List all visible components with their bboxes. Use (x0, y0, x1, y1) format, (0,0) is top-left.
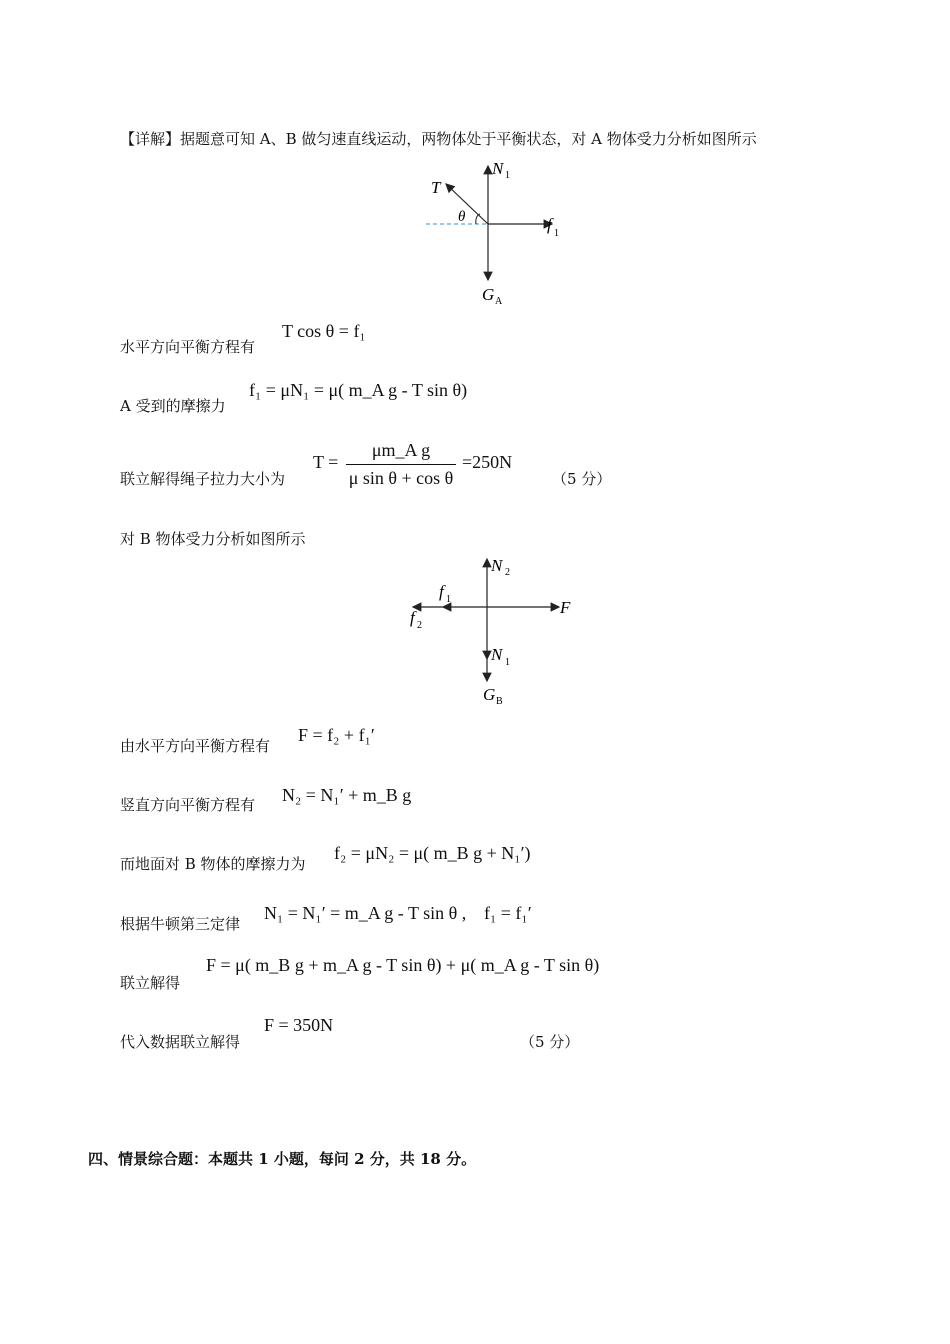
eq7-label: 根据牛顿第三定律 (120, 915, 241, 933)
detail-intro: 【详解】据题意可知 A、B 做匀速直线运动，两物体处于平衡状态，对 A 物体受力分析如图所示 (120, 130, 757, 148)
label-f-sub: 1 (554, 228, 559, 239)
label-f: f (547, 215, 552, 234)
label-f2-sub: 2 (417, 620, 422, 631)
section4-heading: 四、情景综合题：本题共 1 小题，每问 2 分，共 18 分。 (88, 1150, 477, 1168)
eq9-score: （5 分） (520, 1033, 580, 1051)
eq5-formula: N₂ = N₁′ + m_B g (282, 785, 412, 805)
eq3-fraction (346, 440, 456, 492)
eq3-score: （5 分） (552, 470, 612, 488)
label-gb: G (483, 685, 496, 704)
label-f: F (560, 598, 571, 617)
eq7-formula: N₁ = N₁′ = m_A g - T sin θ , (264, 903, 467, 923)
analysis-b: 对 B 物体受力分析如图所示 (120, 530, 306, 548)
eq6-formula: f₂ = μN₂ = μ( m_B g + N₁′) (334, 843, 531, 863)
label-gb-sub: B (496, 696, 503, 707)
label-n-sub: 1 (505, 170, 510, 181)
eq1-label: 水平方向平衡方程有 (120, 338, 256, 356)
eq9-label: 代入数据联立解得 (120, 1033, 241, 1051)
eq9-formula: F = 350N (264, 1015, 334, 1035)
label-f1p: f (439, 582, 444, 601)
eq8-label: 联立解得 (120, 974, 181, 992)
eq2-label: A 受到的摩擦力 (120, 397, 226, 415)
label-f1p-sub: 1 (446, 594, 451, 605)
label-g-sub: A (495, 296, 503, 307)
fraction-bar (346, 464, 456, 465)
eq3-result: =250N (462, 452, 513, 472)
eq5-label: 竖直方向平衡方程有 (120, 796, 256, 814)
eq4-label: 由水平方向平衡方程有 (120, 737, 271, 755)
label-n2-sub: 2 (505, 567, 510, 578)
eq4-formula: F = f₂ + f₁′ (298, 725, 375, 745)
label-g: G (482, 285, 495, 304)
label-t: T (431, 178, 441, 197)
eq3-numerator: μm_A g (371, 440, 431, 460)
label-f2: f (410, 608, 415, 627)
eq8-formula: F = μ( m_B g + m_A g - T sin θ) + μ( m_A g - T sin θ) (206, 955, 600, 975)
eq7-formula2: f₁ = f₁′ (484, 903, 532, 923)
eq6-label: 而地面对 B 物体的摩擦力为 (120, 855, 306, 873)
label-n2: N (491, 556, 503, 575)
label-n: N (492, 159, 504, 178)
label-n1p: N (491, 645, 503, 664)
label-n1p-sub: 1 (505, 657, 510, 668)
force-diagram-a (420, 158, 580, 308)
eq1-formula: T cos θ = f₁ (282, 321, 366, 341)
eq2-formula: f₁ = μN₁ = μ( m_A g - T sin θ) (249, 380, 468, 400)
arrow-t (446, 184, 488, 224)
eq3-label: 联立解得绳子拉力大小为 (120, 470, 286, 488)
eq3-denominator: μ sin θ + cos θ (348, 468, 454, 488)
label-theta: θ (458, 209, 466, 225)
force-diagram-b (405, 555, 585, 710)
eq3-lhs: T = (313, 452, 339, 472)
